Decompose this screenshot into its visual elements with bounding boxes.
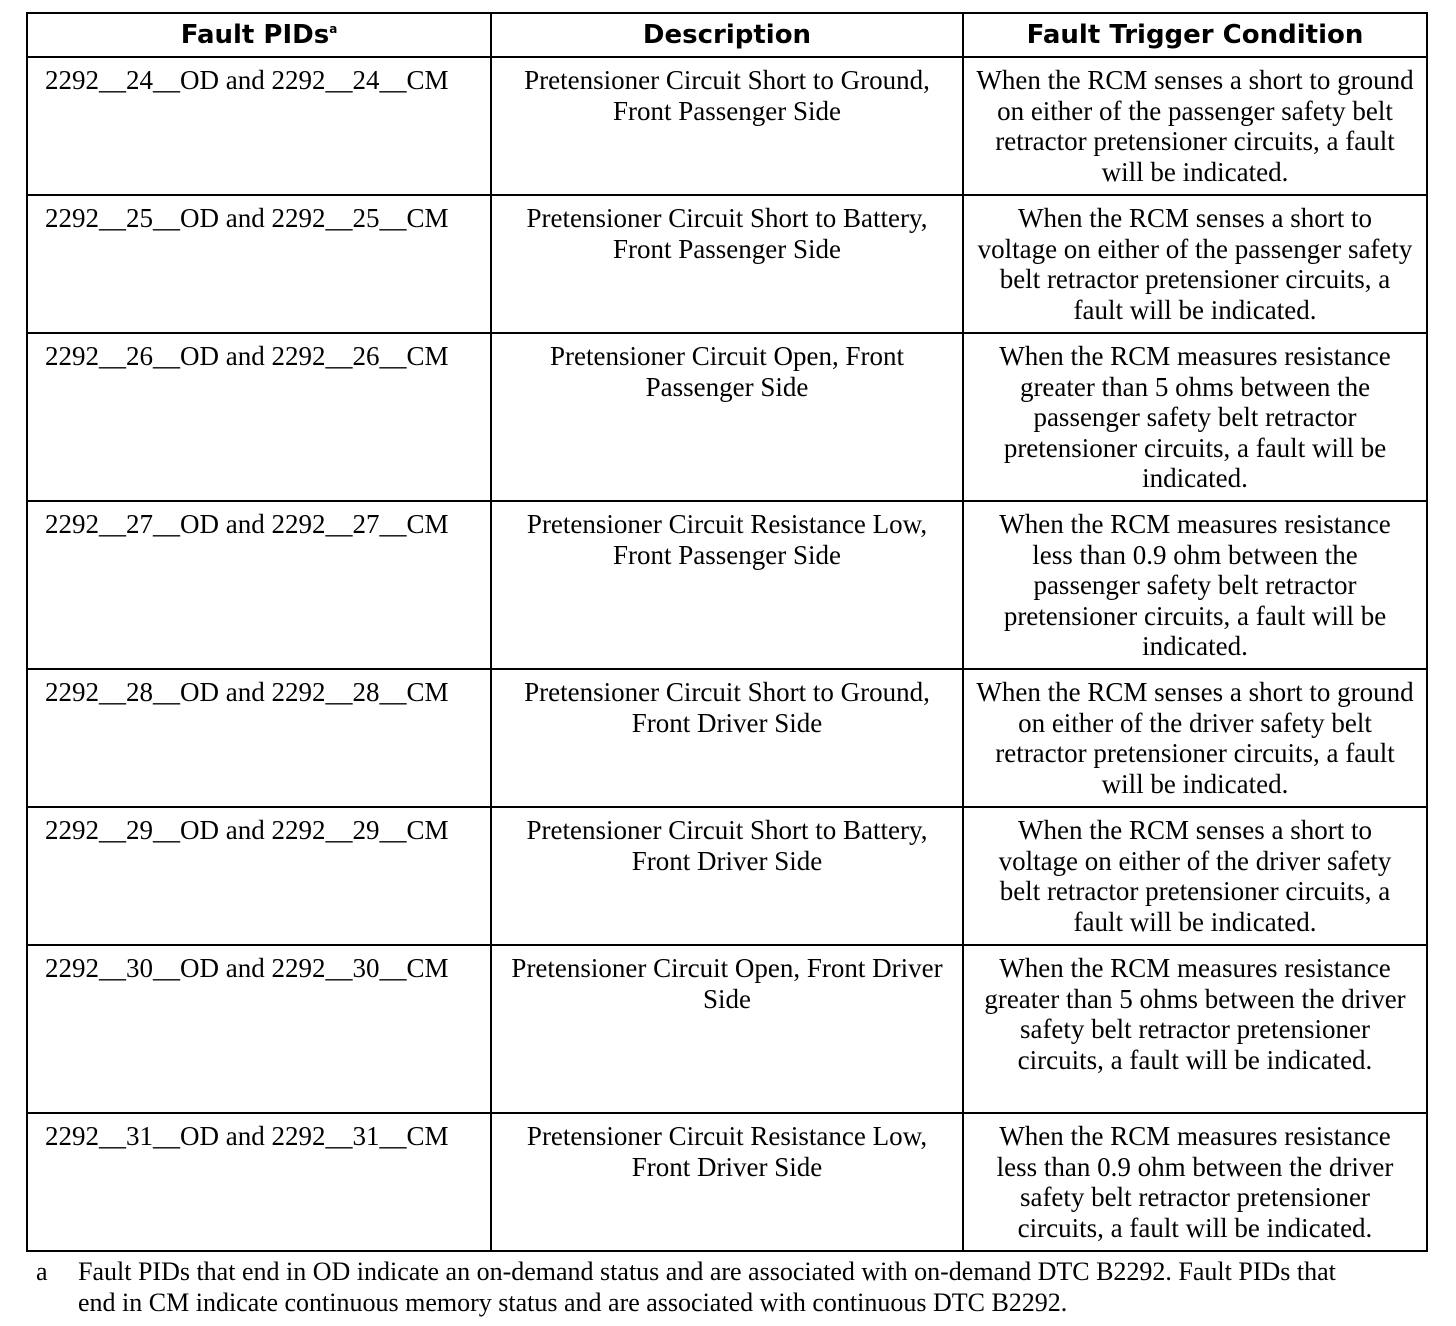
fault-pid-cell: 2292__30__OD and 2292__30__CM [27,945,491,1113]
header-description: Description [491,13,963,57]
table-row [27,1113,1427,1251]
header-fault-pids-label: Fault PIDs [180,20,330,50]
table-row [27,669,1427,807]
description-cell: Pretensioner Circuit Resistance Low, Front Driver Side [491,1113,963,1251]
trigger-condition-cell: When the RCM measures resistance greater than 5 ohms between the driver safety belt retractor pretensioner circuits, a fault will be indicated. [963,945,1427,1113]
description-cell: Pretensioner Circuit Open, Front Passenger Side [491,333,963,501]
header-fault-trigger-condition: Fault Trigger Condition [963,13,1427,57]
fault-pid-cell: 2292__24__OD and 2292__24__CM [27,57,491,195]
trigger-condition-cell: When the RCM senses a short to voltage on either of the driver safety belt retractor pretensioner circuits, a fault will be indicated. [963,807,1427,945]
document-page [26,12,1426,1252]
footnote-reference: a [329,22,338,36]
trigger-condition-cell: When the RCM senses a short to ground on either of the driver safety belt retractor pretensioner circuits, a fault will be indicated. [963,669,1427,807]
table-header-row [27,13,1427,57]
fault-pid-cell: 2292__26__OD and 2292__26__CM [27,333,491,501]
description-cell: Pretensioner Circuit Short to Battery, Front Driver Side [491,807,963,945]
footnote-text: Fault PIDs that end in OD indicate an on-demand status and are associated with on-demand DTC B2292. Fault PIDs that end in CM indicate continuous memory status and are associated with continuous DTC B2292. [78,1257,1336,1317]
table-row [27,333,1427,501]
fault-pid-table [26,12,1428,1252]
trigger-condition-cell: When the RCM senses a short to ground on either of the passenger safety belt retractor pretensioner circuits, a fault will be indicated. [963,57,1427,195]
trigger-condition-cell: When the RCM measures resistance less than 0.9 ohm between the passenger safety belt retractor pretensioner circuits, a fault will be indicated. [963,501,1427,669]
table-row [27,57,1427,195]
fault-pid-cell: 2292__27__OD and 2292__27__CM [27,501,491,669]
trigger-condition-cell: When the RCM measures resistance less than 0.9 ohm between the driver safety belt retractor pretensioner circuits, a fault will be indicated. [963,1113,1427,1251]
fault-pid-cell: 2292__29__OD and 2292__29__CM [27,807,491,945]
table-row [27,195,1427,333]
table-row [27,501,1427,669]
description-cell: Pretensioner Circuit Short to Battery, Front Passenger Side [491,195,963,333]
fault-pid-cell: 2292__31__OD and 2292__31__CM [27,1113,491,1251]
header-fault-pids [27,13,491,57]
description-cell: Pretensioner Circuit Open, Front Driver Side [491,945,963,1113]
trigger-condition-cell: When the RCM measures resistance greater than 5 ohms between the passenger safety belt retractor pretensioner circuits, a fault will be indicated. [963,333,1427,501]
fault-pid-cell: 2292__28__OD and 2292__28__CM [27,669,491,807]
table-row [27,945,1427,1113]
table-row [27,807,1427,945]
description-cell: Pretensioner Circuit Short to Ground, Front Driver Side [491,669,963,807]
trigger-condition-cell: When the RCM senses a short to voltage on either of the passenger safety belt retractor pretensioner circuits, a fault will be indicated. [963,195,1427,333]
description-cell: Pretensioner Circuit Short to Ground, Front Passenger Side [491,57,963,195]
fault-pid-cell: 2292__25__OD and 2292__25__CM [27,195,491,333]
description-cell: Pretensioner Circuit Resistance Low, Front Passenger Side [491,501,963,669]
footnote-mark: a [36,1257,48,1286]
